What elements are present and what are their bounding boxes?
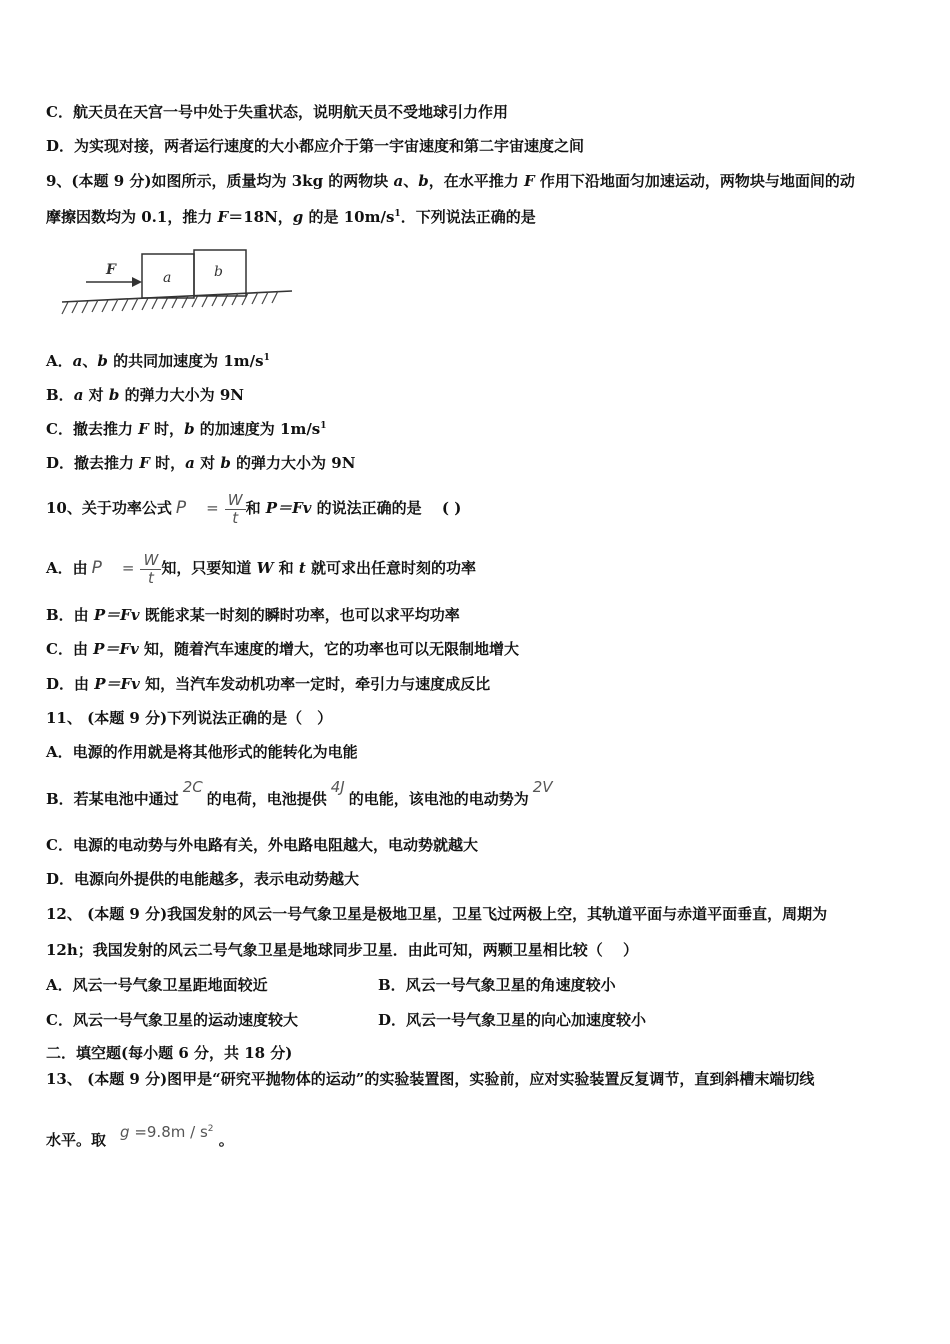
q8-option-c: C．航天员在天宫一号中处于失重状态，说明航天员不受地球引力作用 — [46, 103, 508, 121]
q9-stem-line2: 摩擦因数均为 0.1，推力 F＝18N，g 的是 $10m/s^1$．下列说法正确的是 — [46, 208, 536, 226]
q12-stem-line1: 12、 (本题 9 分)我国发射的风云一号气象卫星是极地卫星，卫星飞过两极上空，其轨道平面与赤道平面垂直，周期为 — [46, 905, 828, 923]
q10-option-c: C．由 P＝Fv 知，随着汽车速度的增大，它的功率也可以无限制地增大 — [46, 640, 520, 658]
block-b-label: b — [214, 264, 223, 280]
q10-option-d: D．由 P＝Fv 知，当汽车发动机功率一定时，牵引力与速度成反比 — [46, 675, 491, 693]
q12-option-a: A．风云一号气象卫星距地面较近 — [46, 976, 268, 994]
q9-option-d: D．撤去推力 F 时，a 对 b 的弹力大小为 9N — [46, 454, 356, 472]
force-label: F — [106, 262, 116, 278]
q9-option-b: B．a 对 b 的弹力大小为 9N — [46, 386, 244, 404]
q11-option-b: B．若某电池中通过2C的电荷，电池提供4J的电能，该电池的电动势为2V — [46, 778, 553, 808]
q10a-fraction: $\frac{W}{t}$ — [140, 552, 161, 587]
q8-option-d: D．为实现对接，两者运行速度的大小都应介于第一宇宙速度和第二宇宙速度之间 — [46, 137, 585, 155]
q11-stem: 11、 (本题 9 分)下列说法正确的是（ ） — [46, 709, 333, 727]
force-arrowhead — [132, 277, 142, 287]
q11-option-d: D．电源向外提供的电能越多，表示电动势越大 — [46, 870, 360, 888]
q10-option-a: A．由 P = $\frac{W}{t}$ 知，只要知道 W 和 t 就可求出任意时刻的功率 — [46, 550, 477, 587]
q13-stem-line2: 水平。取 $g =9.8m / s^2$ 。 — [46, 1123, 234, 1149]
q9-option-c: C．撤去推力 F 时，b 的加速度为 $1m/s^1$ — [46, 420, 327, 438]
section-heading-fill-in: 二．填空题(每小题 6 分，共 18 分) — [46, 1044, 293, 1062]
q9-stem-line1: 9、(本题 9 分)如图所示，质量均为 3kg 的两物块 a、b，在水平推力 F 作用下沿地面匀加速运动，两物块与地面间的动 — [46, 172, 855, 190]
q13-stem-line1: 13、 (本题 9 分)图甲是“研究平抛物体的运动”的实验装置图，实验前，应对实验装置反复调节，直到斜槽末端切线 — [46, 1070, 815, 1088]
q11-option-a: A．电源的作用就是将其他形式的能转化为电能 — [46, 743, 358, 761]
block-a-label: a — [163, 270, 172, 286]
q9-figure — [46, 242, 296, 322]
q12-option-d: D．风云一号气象卫星的向心加速度较小 — [378, 1011, 647, 1029]
q12-stem-line2: 12h；我国发射的风云二号气象卫星是地球同步卫星．由此可知，两颗卫星相比较（ ） — [46, 941, 639, 959]
q12-option-b: B．风云一号气象卫星的角速度较小 — [378, 976, 616, 994]
q10-option-b: B．由 P＝Fv 既能求某一时刻的瞬时功率，也可以求平均功率 — [46, 606, 460, 624]
q12-option-c: C．风云一号气象卫星的运动速度较大 — [46, 1011, 298, 1029]
q11-option-c: C．电源的电动势与外电路有关，外电路电阻越大，电动势就越大 — [46, 836, 478, 854]
q10-fraction: $\frac{W}{t}$ — [225, 492, 246, 527]
q10-stem: 10、关于功率公式 P = $\frac{W}{t}$ 和 P＝Fv 的说法正确的是 ( ) — [46, 490, 462, 527]
q9-option-a: A．a、b 的共同加速度为 $1m/s^1$ — [46, 352, 270, 370]
